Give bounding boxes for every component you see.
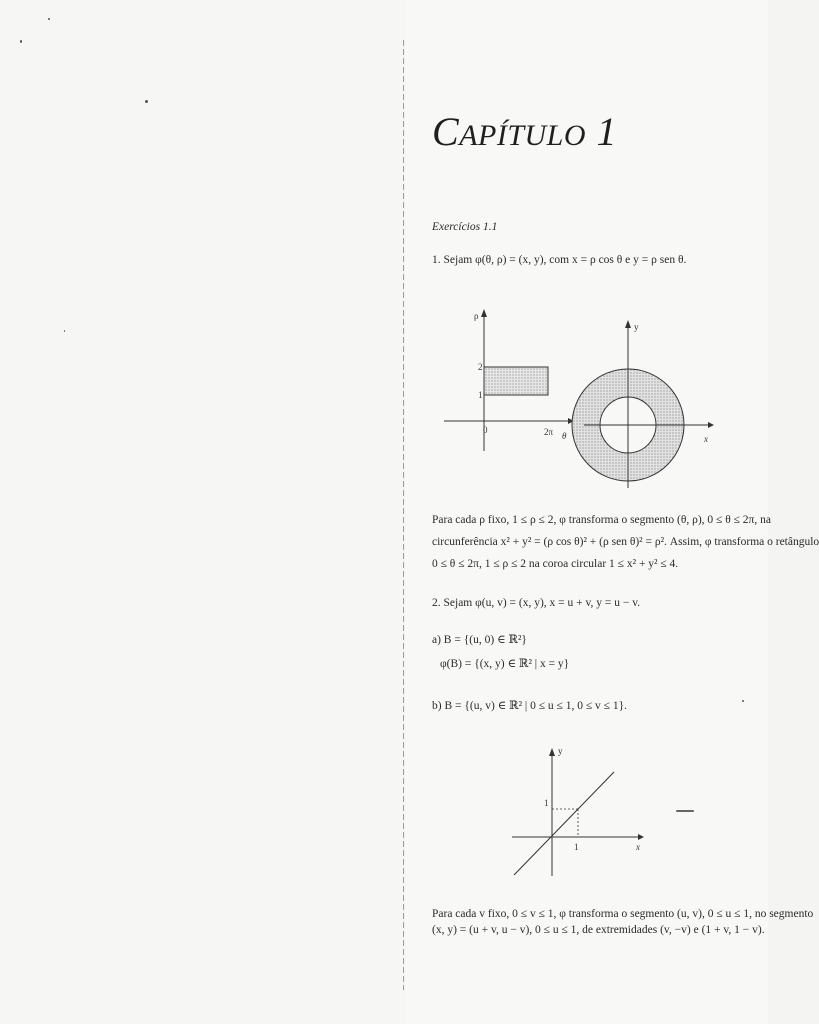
- section-label: Exercícios 1.1: [432, 221, 498, 233]
- exercise-2b: b) B = {(u, v) ∈ ℝ² | 0 ≤ u ≤ 1, 0 ≤ v ≤ 1}.: [432, 700, 628, 712]
- figure-rectangle: [440, 305, 580, 455]
- chapter-number: 1: [596, 109, 618, 154]
- scan-speck: [676, 810, 694, 812]
- tick-0: 0: [483, 425, 488, 435]
- exercise-1-para-line-3: 0 ≤ θ ≤ 2π, 1 ≤ ρ ≤ 2 na coroa circular 1 ≤ x² + y² ≤ 4.: [432, 558, 679, 570]
- theta-axis-label: θ: [562, 431, 567, 441]
- tick-x1: 1: [574, 842, 579, 852]
- exercise-2a-line-1: a) B = {(u, 0) ∈ ℝ²}: [432, 634, 527, 646]
- rectangle-plot: [440, 305, 580, 455]
- y-axis-label: y: [558, 746, 563, 756]
- chapter-title-rest: APÍTULO: [459, 119, 587, 152]
- figure-annulus: [582, 312, 718, 492]
- left-page: [0, 0, 404, 1024]
- annulus-plot: [582, 312, 718, 492]
- exercise-1-para-line-2: circunferência x² + y² = (ρ cos θ)² + (ρ sen θ)² = ρ². Assim, φ transforma o retângulo: [432, 536, 819, 548]
- page-gutter: [403, 40, 404, 990]
- exercise-2a-line-2: φ(B) = {(x, y) ∈ ℝ² | x = y}: [440, 658, 570, 670]
- chapter-title-cap: C: [432, 109, 460, 154]
- exercise-2-para-line-2: (x, y) = (u + v, u − v), 0 ≤ u ≤ 1, de extremidades (v, −v) e (1 + v, 1 − v).: [432, 924, 765, 936]
- scan-speck: [48, 18, 50, 20]
- shaded-rectangle: [484, 367, 548, 395]
- exercise-2-para-line-1: Para cada v fixo, 0 ≤ v ≤ 1, φ transforma o segmento (u, v), 0 ≤ u ≤ 1, no segmento: [432, 908, 814, 920]
- x-axis-label: x: [704, 434, 708, 444]
- figure-line: [506, 742, 656, 882]
- tick-2: 2: [478, 362, 483, 372]
- tick-2pi: 2π: [544, 427, 554, 437]
- rho-axis-label: ρ: [474, 311, 479, 321]
- scan-speck: [742, 700, 744, 702]
- scan-speck: [20, 40, 22, 43]
- line-plot: [506, 742, 656, 882]
- scan-speck: [145, 100, 148, 103]
- exercise-1-statement: 1. Sejam φ(θ, ρ) = (x, y), com x = ρ cos θ e y = ρ sen θ.: [432, 254, 687, 266]
- y-axis-label: y: [634, 322, 639, 332]
- chapter-title: [432, 108, 617, 155]
- exercise-2-statement: 2. Sejam φ(u, v) = (x, y), x = u + v, y = u − v.: [432, 597, 641, 609]
- x-axis-label: x: [636, 842, 640, 852]
- tick-y1: 1: [544, 798, 549, 808]
- line-x-equals-y: [514, 772, 614, 875]
- tick-1: 1: [478, 390, 483, 400]
- scan-speck: [64, 330, 65, 332]
- exercise-1-para-line-1: Para cada ρ fixo, 1 ≤ ρ ≤ 2, φ transforma o segmento (θ, ρ), 0 ≤ θ ≤ 2π, na: [432, 514, 771, 526]
